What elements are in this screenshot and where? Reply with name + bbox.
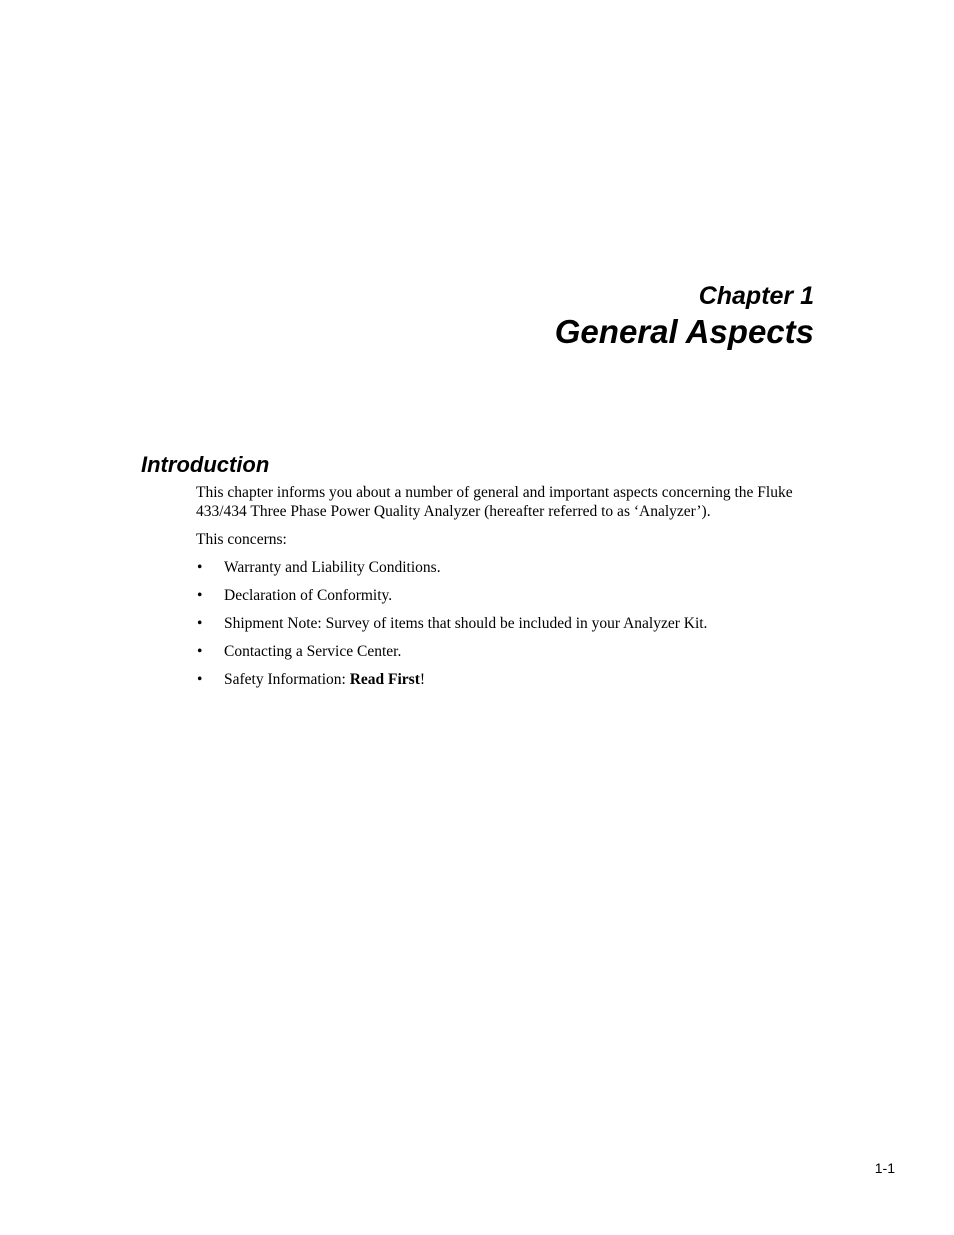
list-item-bold: Read First: [349, 671, 420, 688]
bullet-icon: •: [197, 559, 203, 576]
list-item-text: Contacting a Service Center.: [224, 643, 402, 660]
intro-paragraph: This chapter informs you about a number of general and important aspects concerning the Fluke 433/434 Three Phase Power Quality Analyzer (hereafter referred to as ‘Analyzer’).: [196, 484, 793, 520]
section-body: [196, 483, 821, 698]
bullet-icon: •: [197, 615, 203, 632]
list-item: [196, 670, 821, 689]
list-item: [196, 642, 821, 661]
chapter-label: Chapter 1: [698, 282, 814, 310]
list-item: [196, 558, 821, 577]
list-item: [196, 614, 821, 633]
list-item-text: Warranty and Liability Conditions.: [224, 559, 441, 576]
list-item: [196, 586, 821, 605]
list-item-text: Shipment Note: Survey of items that should be included in your Analyzer Kit.: [224, 615, 708, 632]
bullet-icon: •: [197, 643, 203, 660]
list-item-text: Declaration of Conformity.: [224, 587, 393, 604]
bullet-icon: •: [197, 587, 203, 604]
chapter-header: [555, 280, 814, 352]
section-heading: Introduction: [141, 452, 270, 477]
list-item-suffix: !: [419, 671, 426, 688]
page-number: 1-1: [874, 1160, 895, 1176]
list-item-prefix: Safety Information:: [224, 671, 350, 688]
bullet-icon: •: [197, 671, 203, 688]
chapter-title: General Aspects: [554, 313, 814, 350]
concerns-list: [196, 558, 821, 689]
concerns-paragraph: This concerns:: [196, 531, 287, 548]
